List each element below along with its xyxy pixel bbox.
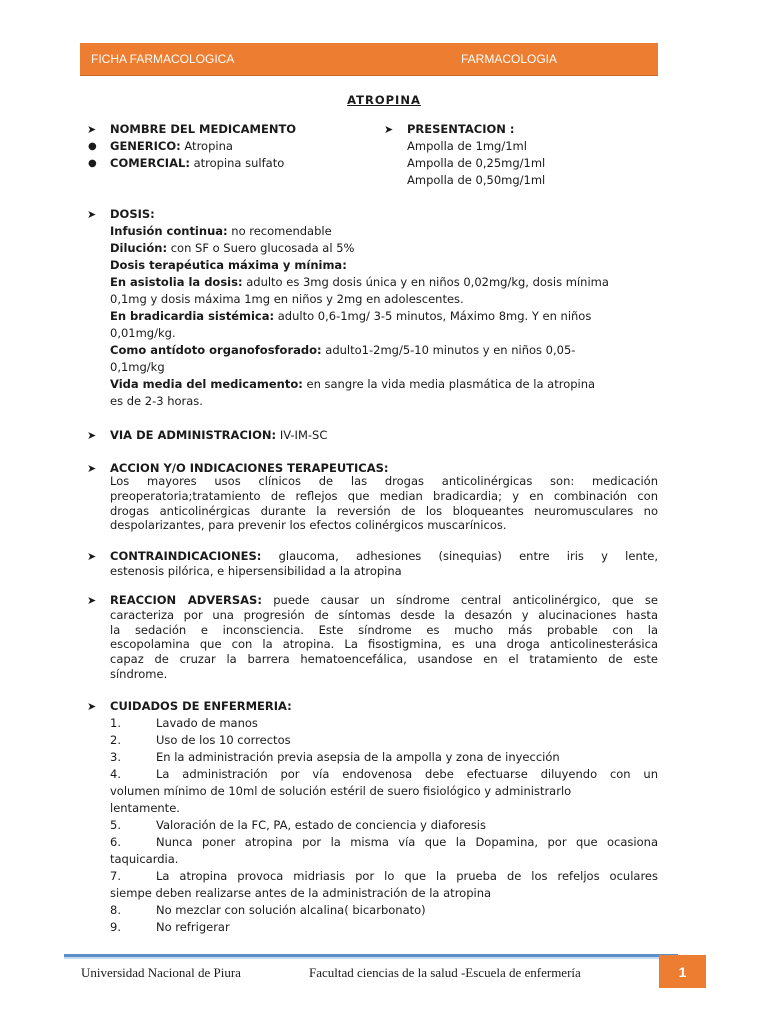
- dot-bullet-icon: ●: [88, 158, 97, 169]
- cuidados-list: [110, 715, 658, 936]
- arrow-bullet-icon: ➤: [87, 429, 97, 442]
- cuidados-item-text: Lavado de manos: [156, 716, 258, 730]
- cuidados-item-number: 5.: [110, 818, 121, 832]
- reaccion-line: [110, 593, 658, 608]
- vida-line-2: es de 2-3 horas.: [110, 394, 203, 408]
- cuidados-item: [110, 885, 658, 902]
- antidoto-line-2: 0,1mg/kg: [110, 360, 165, 374]
- cuidados-item-number: 6.: [110, 835, 121, 849]
- vida-label: Vida media del medicamento:: [110, 377, 303, 391]
- vida-line: [110, 376, 595, 393]
- contra-label: CONTRAINDICACIONES:: [110, 549, 262, 563]
- antidoto-label: Como antídoto organofosforado:: [110, 343, 322, 357]
- cuidados-item: [110, 800, 658, 817]
- cuidados-item: [110, 919, 658, 936]
- comercial-line: [110, 155, 284, 172]
- cuidados-item-text: La administración por vía endovenosa debe efectuarse diluyendo con un: [156, 767, 658, 781]
- cuidados-item: [110, 851, 658, 868]
- reaccion-line: la sedación e inconsciencia. Este síndrome es mucho más probable con la: [110, 622, 658, 637]
- comercial-value: atropina sulfato: [189, 156, 285, 170]
- bradicardia-line-2: 0,01mg/kg.: [110, 326, 176, 340]
- generico-value: Atropina: [180, 139, 233, 153]
- asistolia-line-2: 0,1mg y dosis máxima 1mg en niños y 2mg en adolescentes.: [110, 292, 464, 306]
- cuidados-item-text: En la administración previa asepsia de la ampolla y zona de inyección: [156, 750, 560, 764]
- cuidados-item-text: Nunca poner atropina por la misma vía que la Dopamina, por que ocasiona: [156, 835, 658, 849]
- cuidados-item-text: No mezclar con solución alcalina( bicarbonato): [156, 903, 426, 917]
- accion-paragraph: [110, 474, 658, 533]
- reaccion-paragraph: [110, 593, 658, 682]
- reaccion-line: síndrome.: [110, 666, 168, 681]
- cuidados-item-text: Uso de los 10 correctos: [156, 733, 291, 747]
- contra-line-2: estenosis pilórica, e hipersensibilidad a la atropina: [110, 563, 402, 578]
- cuidados-item-text: lentamente.: [110, 801, 180, 815]
- page-number: 1: [659, 955, 706, 988]
- cuidados-item-text: volumen mínimo de 10ml de solución estéril de suero fisiológico y administrarlo: [110, 784, 572, 798]
- dilucion-line: [110, 240, 354, 257]
- cuidados-item-number: 7.: [110, 869, 121, 883]
- header-left-text: FICHA FARMACOLOGICA: [91, 52, 235, 66]
- cuidados-item-number: 1.: [110, 716, 121, 730]
- reaccion-line: capaz de cruzar la barrera hematoencefálica, usandose en el tratamiento de este: [110, 652, 658, 667]
- via-label: VIA DE ADMINISTRACION:: [110, 428, 277, 442]
- cuidados-item: [110, 834, 658, 851]
- arrow-bullet-icon: ➤: [87, 462, 97, 475]
- cuidados-item: [110, 902, 658, 919]
- contra-line: [110, 549, 658, 564]
- document-title: ATROPINA: [347, 93, 421, 107]
- antidoto-line: [110, 342, 575, 359]
- footer-faculty: Facultad ciencias de la salud -Escuela de enfermería: [309, 965, 581, 980]
- arrow-bullet-icon: ➤: [87, 700, 97, 713]
- cuidados-item: [110, 783, 658, 800]
- header-right-text: FARMACOLOGIA: [461, 52, 558, 66]
- asistolia-label: En asistolia la dosis:: [110, 275, 243, 289]
- presentacion-item: Ampolla de 0,50mg/1ml: [407, 173, 546, 187]
- cuidados-item: [110, 732, 658, 749]
- comercial-label: COMERCIAL:: [110, 156, 190, 170]
- nombre-heading: NOMBRE DEL MEDICAMENTO: [110, 122, 297, 136]
- cuidados-item: [110, 749, 658, 766]
- maxmin-heading: Dosis terapéutica máxima y mínima:: [110, 258, 347, 272]
- arrow-bullet-icon: ➤: [384, 123, 394, 136]
- accion-line: Los mayores usos clínicos de las drogas anticolinérgicas son: medicación: [110, 474, 658, 488]
- dilucion-value: con SF o Suero glucosada al 5%: [167, 241, 355, 255]
- cuidados-item: [110, 817, 658, 834]
- cuidados-item-number: 9.: [110, 920, 121, 934]
- arrow-bullet-icon: ➤: [87, 123, 97, 136]
- footer-divider-shadow: [64, 957, 678, 959]
- contra-value: glaucoma, adhesiones (sinequias) entre iris y lente,: [261, 549, 658, 563]
- arrow-bullet-icon: ➤: [87, 594, 97, 607]
- antidoto-value: adulto1-2mg/5-10 minutos y en niños 0,05-: [321, 343, 576, 357]
- dilucion-label: Dilución:: [110, 241, 168, 255]
- reaccion-label: REACCION ADVERSAS:: [110, 593, 262, 607]
- cuidados-item-text: Valoración de la FC, PA, estado de conciencia y diaforesis: [156, 818, 486, 832]
- cuidados-item-number: 3.: [110, 750, 121, 764]
- vida-value: en sangre la vida media plasmática de la atropina: [302, 377, 596, 391]
- infusion-line: [110, 223, 332, 240]
- asistolia-line: [110, 274, 609, 291]
- infusion-value: no recomendable: [227, 224, 332, 238]
- arrow-bullet-icon: ➤: [87, 550, 97, 563]
- reaccion-line: escopolamina que con la atropina. La fisostigmina, es una droga anticolinesterásica: [110, 637, 658, 652]
- header-bar: [80, 43, 658, 76]
- accion-heading: ACCION Y/O INDICACIONES TERAPEUTICAS:: [110, 461, 389, 475]
- reaccion-line: caracteriza por una progresión de síntomas desde la desazón y alucinaciones hasta: [110, 607, 658, 622]
- dosis-heading: DOSIS:: [110, 207, 155, 221]
- cuidados-item-number: 4.: [110, 767, 121, 781]
- via-value: IV-IM-SC: [276, 428, 328, 442]
- cuidados-item: [110, 766, 658, 783]
- bradicardia-line: [110, 308, 591, 325]
- generico-line: [110, 138, 233, 155]
- generico-label: GENERICO:: [110, 139, 181, 153]
- accion-line: despolarizantes, para prevenir los efectos colinérgicos muscarínicos.: [110, 518, 507, 533]
- cuidados-item-text: La atropina provoca midriasis por lo que la prueba de los refeljos oculares: [156, 869, 658, 883]
- bradicardia-label: En bradicardia sistémica:: [110, 309, 275, 323]
- accion-line: drogas anticolinérgicas durante la reversión de los bloqueantes neuromusculares no: [110, 503, 658, 518]
- bradicardia-value: adulto 0,6-1mg/ 3-5 minutos, Máximo 8mg. Y en niños: [274, 309, 592, 323]
- dot-bullet-icon: ●: [88, 141, 97, 152]
- cuidados-item-number: 2.: [110, 733, 121, 747]
- reaccion-value: puede causar un síndrome central anticolinérgico, que se: [261, 593, 658, 607]
- cuidados-item-text: taquicardia.: [110, 852, 179, 866]
- cuidados-heading: CUIDADOS DE ENFERMERIA:: [110, 699, 292, 713]
- cuidados-item: [110, 715, 658, 732]
- cuidados-item: [110, 868, 658, 885]
- asistolia-value: adulto es 3mg dosis única y en niños 0,02mg/kg, dosis mínima: [242, 275, 609, 289]
- cuidados-item-number: 8.: [110, 903, 121, 917]
- presentacion-item: Ampolla de 1mg/1ml: [407, 139, 527, 153]
- cuidados-item-text: siempe deben realizarse antes de la administración de la atropina: [110, 886, 492, 900]
- footer-university: Universidad Nacional de Piura: [81, 965, 241, 980]
- cuidados-item-text: No refrigerar: [156, 920, 230, 934]
- accion-line: preoperatoria;tratamiento de reflejos que median bradicardia; y en combinación con: [110, 488, 658, 503]
- via-line: [110, 427, 327, 444]
- presentacion-item: Ampolla de 0,25mg/1ml: [407, 156, 546, 170]
- infusion-label: Infusión continua:: [110, 224, 228, 238]
- arrow-bullet-icon: ➤: [87, 208, 97, 221]
- presentacion-heading: PRESENTACION :: [407, 122, 515, 136]
- contra-paragraph: [110, 549, 658, 579]
